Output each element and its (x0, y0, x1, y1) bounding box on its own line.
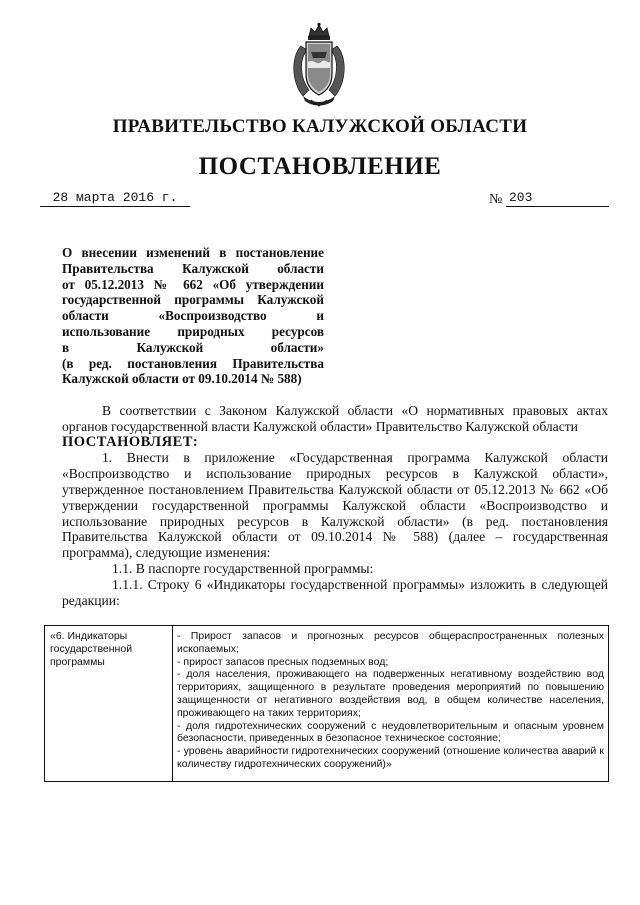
decree-subject (62, 245, 324, 387)
list-item: - доля гидротехнических сооружений с неудовлетворительным и опасным уровнем безопасности, приведенных в безопасное техническое состояние; (177, 719, 604, 745)
coat-of-arms-icon (287, 22, 351, 108)
list-item: - прирост запасов пресных подземных вод; (177, 655, 389, 668)
document-type: ПОСТАНОВЛЕНИЕ (198, 153, 442, 180)
subject-line: Правительства Калужской области (62, 260, 324, 276)
intro-paragraph: В соответствии с Законом Калужской области «О нормативных правовых актах органов государственной власти Калужской области» Правительство Калужской области (62, 403, 608, 434)
subject-line: от 05.12.2013 № 662 «Об утверждении (62, 276, 324, 292)
indicators-label-cell: «6. Индикаторы государственной программы (45, 626, 173, 782)
list-item: - уровень аварийности гидротехнических сооружений (отношение количества аварий к количеству гидротехнических сооружений)» (177, 745, 604, 770)
decrees-heading: ПОСТАНОВЛЯЕТ: (62, 433, 199, 450)
table-row (45, 626, 609, 782)
item-1-paragraph: 1. Внести в приложение «Государственная программа Калужской области «Воспроизводство и использование природных ресурсов в Калужской области», утвержденное постановлением Правительства Калужской области от 05.12.2013 № 662 «Об утверждении государственной программы Калужской области «Воспроизводство и использование природных ресурсов в Калужской области» (в ред. постановления Правительства Калужской области от 09.10.2014 № 588) (далее – государственная программа), следующие изменения: (62, 450, 608, 561)
item-1-1-1-paragraph: 1.1.1. Строку 6 «Индикаторы государственной программы» изложить в следующей редакции: (62, 576, 608, 608)
decree-body (62, 403, 608, 608)
decree-number: 203 (506, 190, 609, 207)
government-title: ПРАВИТЕЛЬСТВО КАЛУЖСКОЙ ОБЛАСТИ (112, 116, 528, 137)
list-item: - доля населения, проживающего на подверженных негативному воздействию вод территориях, защищенного в результате проведения мероприятий по повышению защищенности от негативного воздействия вод, в общем количестве населения, проживающего на таких территориях; (177, 668, 604, 719)
subject-line: в Калужской области» (62, 339, 324, 355)
indicators-table (44, 625, 609, 782)
subject-line: Калужской области от 09.10.2014 № 588) (62, 371, 302, 387)
indicators-list-cell (173, 626, 609, 782)
number-label: № (489, 192, 503, 207)
decree-date: 28 марта 2016 г. (40, 190, 190, 207)
item-1-1-paragraph: 1.1. В паспорте государственной программы: (112, 560, 374, 576)
subject-line: (в ред. постановления Правительства (62, 355, 324, 371)
subject-line: использование природных ресурсов (62, 323, 324, 339)
subject-line: О внесении изменений в постановление (62, 245, 324, 260)
list-item: - Прирост запасов и прогнозных ресурсов общераспространенных полезных ископаемых; (177, 630, 604, 655)
subject-line: государственной программы Калужской (62, 292, 324, 308)
subject-line: области «Воспроизводство и (62, 308, 324, 324)
